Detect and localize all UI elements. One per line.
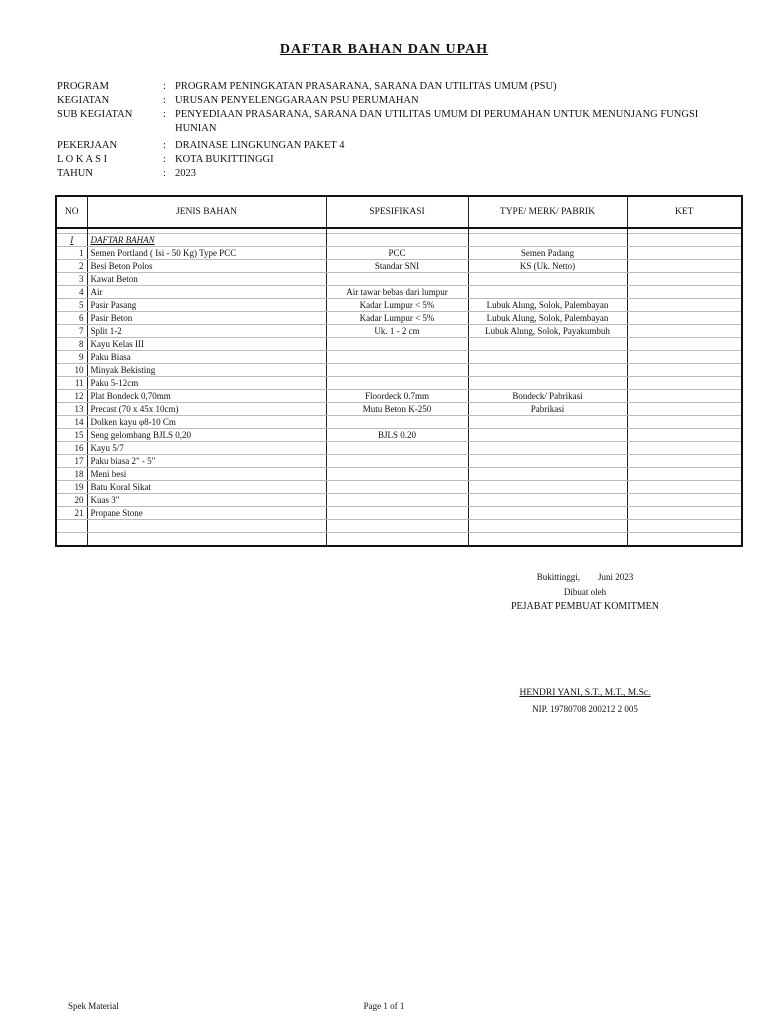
meta-label: PEKERJAAN	[57, 140, 118, 151]
material-name: Kawat Beton	[87, 273, 326, 286]
material-spec: Kadar Lumpur < 5%	[326, 312, 468, 325]
material-brand	[468, 364, 627, 377]
material-note	[627, 481, 742, 494]
meta-colon: :	[163, 154, 166, 165]
meta-row-sub-kegiatan	[57, 108, 737, 136]
table-row	[56, 377, 742, 390]
meta-row-tahun	[57, 167, 737, 181]
material-spec: Standar SNI	[326, 260, 468, 273]
table-row	[56, 338, 742, 351]
signature-place-date: Bukittinggi, Juni 2023	[536, 572, 634, 582]
material-note	[627, 533, 742, 547]
material-brand: Lubuk Alung, Solok, Palembayan	[468, 312, 627, 325]
signatory-name	[470, 688, 700, 698]
material-brand	[468, 481, 627, 494]
row-number: 12	[56, 390, 87, 403]
material-spec: Floordeck 0.7mm	[326, 390, 468, 403]
meta-colon: :	[163, 168, 166, 179]
row-number: 5	[56, 299, 87, 312]
meta-label: TAHUN	[57, 168, 93, 179]
material-note	[627, 364, 742, 377]
document-title	[0, 42, 768, 58]
section-row	[56, 234, 742, 247]
material-spec	[326, 494, 468, 507]
meta-row-program	[57, 80, 737, 94]
material-brand	[468, 468, 627, 481]
material-brand	[468, 507, 627, 520]
table-cell	[468, 234, 627, 247]
row-number: 6	[56, 312, 87, 325]
material-spec	[326, 507, 468, 520]
footer-label: Spek Material	[68, 1001, 119, 1011]
meta-value: 2023	[175, 168, 196, 179]
row-number: 19	[56, 481, 87, 494]
header-no: NO	[56, 196, 87, 228]
material-note	[627, 351, 742, 364]
material-spec	[326, 481, 468, 494]
meta-value: PENYEDIAAN PRASARANA, SARANA DAN UTILITAS UMUM DI PERUMAHAN UNTUK MENUNJANG FUNGSI HUNIAN	[175, 109, 699, 134]
material-note	[627, 247, 742, 260]
material-name: Pasir Beton	[87, 312, 326, 325]
material-note	[627, 403, 742, 416]
table-row	[56, 364, 742, 377]
row-number: 21	[56, 507, 87, 520]
project-info	[57, 80, 737, 181]
material-brand	[468, 494, 627, 507]
material-name: Paku biasa 2" - 5"	[87, 455, 326, 468]
material-brand	[468, 286, 627, 299]
material-note	[627, 260, 742, 273]
material-spec: BJLS 0.20	[326, 429, 468, 442]
material-note	[627, 286, 742, 299]
material-name: Plat Bondeck 0,70mm	[87, 390, 326, 403]
table-row	[56, 260, 742, 273]
material-spec	[326, 416, 468, 429]
material-brand	[468, 520, 627, 533]
material-brand	[468, 273, 627, 286]
material-spec: Mutu Beton K-250	[326, 403, 468, 416]
table-row	[56, 533, 742, 547]
row-number	[56, 520, 87, 533]
material-spec: Uk. 1 - 2 cm	[326, 325, 468, 338]
material-spec	[326, 533, 468, 547]
row-number: 14	[56, 416, 87, 429]
table-row	[56, 520, 742, 533]
material-name: Meni besi	[87, 468, 326, 481]
material-brand	[468, 533, 627, 547]
meta-label: L O K A S I	[57, 154, 108, 165]
signature-office: PEJABAT PEMBUAT KOMITMEN	[511, 601, 659, 612]
table-body	[56, 228, 742, 546]
material-brand: KS (Uk. Netto)	[468, 260, 627, 273]
material-spec	[326, 338, 468, 351]
table-row	[56, 403, 742, 416]
meta-colon: :	[163, 140, 166, 151]
table-row	[56, 416, 742, 429]
meta-value: PROGRAM PENINGKATAN PRASARANA, SARANA DAN UTILITAS UMUM (PSU)	[175, 81, 557, 92]
table-row	[56, 390, 742, 403]
material-spec: Kadar Lumpur < 5%	[326, 299, 468, 312]
material-brand: Lubuk Alung, Solok, Palembayan	[468, 299, 627, 312]
table-row	[56, 351, 742, 364]
material-brand	[468, 351, 627, 364]
row-number: 11	[56, 377, 87, 390]
material-spec	[326, 364, 468, 377]
header-spesifikasi: SPESIFIKASI	[326, 196, 468, 228]
material-name: Semen Portland ( Isi - 50 Kg) Type PCC	[87, 247, 326, 260]
material-brand	[468, 429, 627, 442]
table-row	[56, 442, 742, 455]
material-brand: Bondeck/ Pabrikasi	[468, 390, 627, 403]
material-note	[627, 507, 742, 520]
table-cell	[627, 234, 742, 247]
material-spec: Air tawar bebas dari lumpur	[326, 286, 468, 299]
table-row	[56, 507, 742, 520]
material-name: Pasir Pasang	[87, 299, 326, 312]
meta-row-lokasi	[57, 153, 737, 167]
material-name: Paku 5-12cm	[87, 377, 326, 390]
row-number: 10	[56, 364, 87, 377]
material-note	[627, 273, 742, 286]
material-note	[627, 468, 742, 481]
row-number	[56, 533, 87, 547]
meta-label: PROGRAM	[57, 81, 109, 92]
section-title: DAFTAR BAHAN	[87, 234, 326, 247]
table-header-row	[56, 196, 742, 228]
material-note	[627, 325, 742, 338]
row-number: 7	[56, 325, 87, 338]
material-note	[627, 494, 742, 507]
header-type-merk-pabrik: TYPE/ MERK/ PABRIK	[468, 196, 627, 228]
material-brand	[468, 455, 627, 468]
material-brand	[468, 338, 627, 351]
row-number: 18	[56, 468, 87, 481]
table-row	[56, 455, 742, 468]
material-name: Kuas 3"	[87, 494, 326, 507]
material-note	[627, 455, 742, 468]
material-name: Split 1-2	[87, 325, 326, 338]
table-row	[56, 429, 742, 442]
document-title-text: DAFTAR BAHAN DAN UPAH	[279, 42, 489, 57]
row-number: 2	[56, 260, 87, 273]
table-row	[56, 325, 742, 338]
table-row	[56, 273, 742, 286]
material-name: Kayu Kelas III	[87, 338, 326, 351]
signatory-nip: NIP. 19780708 200212 2 005	[532, 704, 638, 714]
row-number: 20	[56, 494, 87, 507]
row-number: 9	[56, 351, 87, 364]
material-spec	[326, 351, 468, 364]
material-name: Paku Biasa	[87, 351, 326, 364]
meta-colon: :	[163, 109, 166, 120]
table-row	[56, 468, 742, 481]
meta-value: KOTA BUKITTINGGI	[175, 154, 274, 165]
material-note	[627, 338, 742, 351]
material-note	[627, 416, 742, 429]
section-number: I	[56, 234, 87, 247]
material-spec	[326, 468, 468, 481]
header-ket: KET	[627, 196, 742, 228]
row-number: 15	[56, 429, 87, 442]
meta-value: URUSAN PENYELENGGARAAN PSU PERUMAHAN	[175, 95, 419, 106]
material-name: Besi Beton Polos	[87, 260, 326, 273]
meta-row-pekerjaan	[57, 139, 737, 153]
row-number: 13	[56, 403, 87, 416]
row-number: 17	[56, 455, 87, 468]
material-name	[87, 520, 326, 533]
table-row	[56, 494, 742, 507]
materials-table	[55, 195, 743, 547]
material-spec	[326, 273, 468, 286]
signature-made-by: Dibuat oleh	[563, 587, 607, 597]
material-name: Minyak Bekisting	[87, 364, 326, 377]
material-brand	[468, 442, 627, 455]
material-brand: Lubuk Alung, Solok, Payakumbuh	[468, 325, 627, 338]
material-name: Propane Stone	[87, 507, 326, 520]
table-row	[56, 481, 742, 494]
row-number: 3	[56, 273, 87, 286]
footer-page-number: Page 1 of 1	[363, 1001, 405, 1011]
meta-colon: :	[163, 81, 166, 92]
material-spec	[326, 377, 468, 390]
signatory-name-text: HENDRI YANI, S.T., M.T., M.Sc.	[519, 688, 651, 698]
material-name	[87, 533, 326, 547]
meta-row-kegiatan	[57, 94, 737, 108]
material-name: Seng gelombang BJLS 0,20	[87, 429, 326, 442]
material-name: Precast (70 x 45x 10cm)	[87, 403, 326, 416]
material-brand: Semen Padang	[468, 247, 627, 260]
material-spec	[326, 520, 468, 533]
material-name: Air	[87, 286, 326, 299]
header-jenis-bahan: JENIS BAHAN	[87, 196, 326, 228]
row-number: 1	[56, 247, 87, 260]
material-brand: Pabrikasi	[468, 403, 627, 416]
material-spec	[326, 455, 468, 468]
material-brand	[468, 416, 627, 429]
meta-value: DRAINASE LINGKUNGAN PAKET 4	[175, 140, 345, 151]
table-row	[56, 247, 742, 260]
material-note	[627, 442, 742, 455]
row-number: 8	[56, 338, 87, 351]
material-name: Batu Koral Sikat	[87, 481, 326, 494]
row-number: 4	[56, 286, 87, 299]
material-spec: PCC	[326, 247, 468, 260]
row-number: 16	[56, 442, 87, 455]
material-note	[627, 299, 742, 312]
material-name: Kayu 5/7	[87, 442, 326, 455]
material-name: Dolken kayu φ8-10 Cm	[87, 416, 326, 429]
table-cell	[326, 234, 468, 247]
meta-colon: :	[163, 95, 166, 106]
table-row	[56, 286, 742, 299]
material-note	[627, 312, 742, 325]
material-brand	[468, 377, 627, 390]
material-note	[627, 390, 742, 403]
table-row	[56, 299, 742, 312]
material-note	[627, 429, 742, 442]
meta-label: SUB KEGIATAN	[57, 109, 133, 120]
material-note	[627, 520, 742, 533]
material-note	[627, 377, 742, 390]
table-row	[56, 312, 742, 325]
meta-label: KEGIATAN	[57, 95, 110, 106]
material-spec	[326, 442, 468, 455]
